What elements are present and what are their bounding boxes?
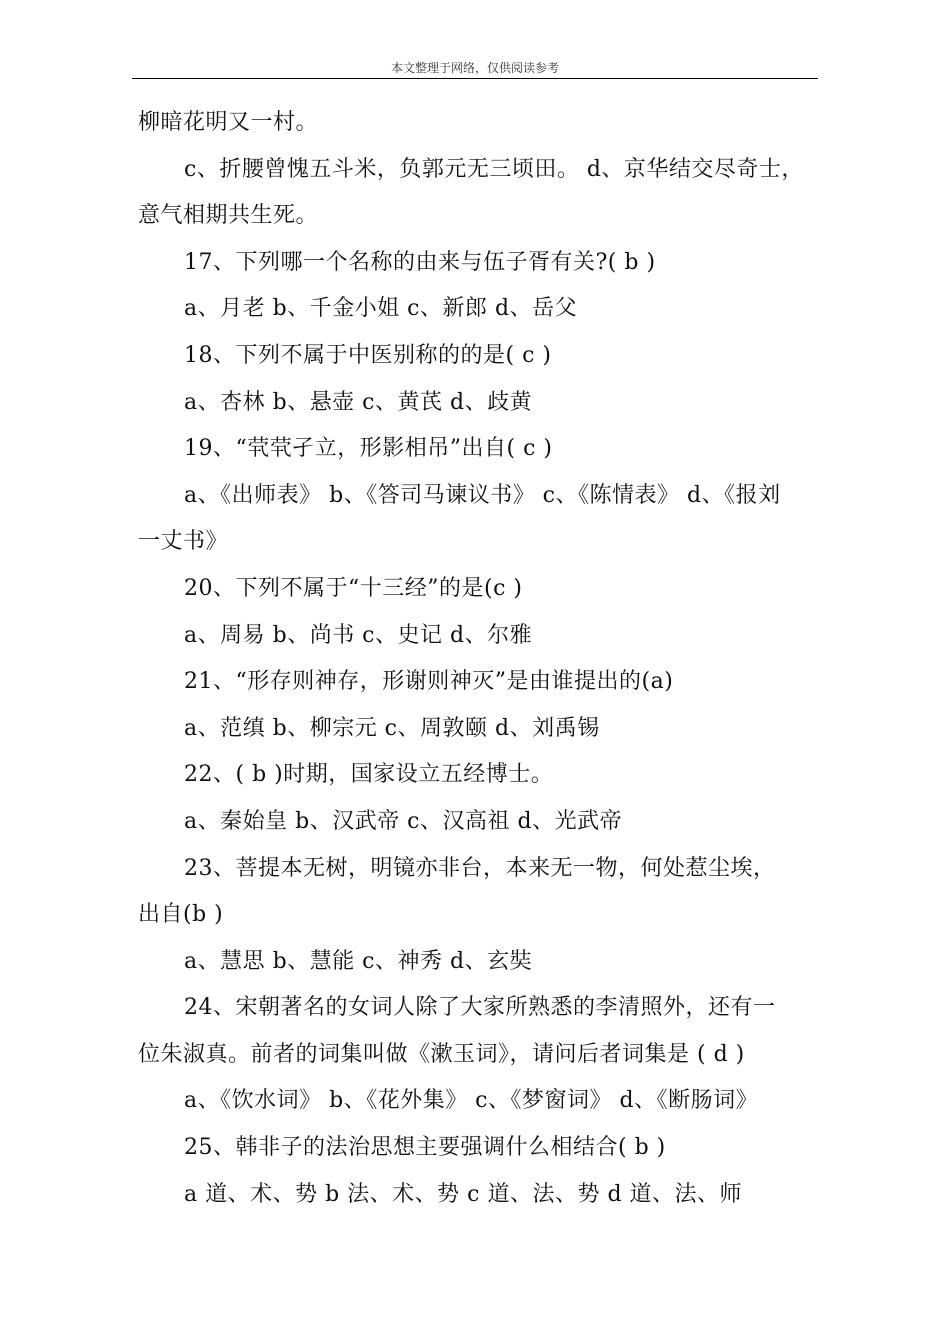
document-body [138,100,822,1218]
question-24: 24、宋朝著名的女词人除了大家所熟悉的李清照外，还有一 [184,995,776,1021]
options-25: a 道、术、势 b 法、术、势 c 道、法、势 d 道、法、师 [184,1181,743,1207]
text-line: c、折腰曾愧五斗米，负郭元无三顷田。 d、京华结交尽奇士， [184,156,804,182]
question-17: 17、下列哪一个名称的由来与伍子胥有关?( b ) [184,249,656,275]
question-20: 20、下列不属于“十三经”的是(c ) [184,575,523,601]
options-20: a、周易 b、尚书 c、史记 d、尔雅 [184,622,533,648]
page-header: 本文整理于网络，仅供阅读参考 [132,58,818,79]
options-19-continued: 一丈书》 [138,529,229,555]
options-23: a、慧思 b、慧能 c、神秀 d、玄奘 [184,948,533,974]
question-21: 21、“形存则神存，形谢则神灭”是由谁提出的(a) [184,669,674,695]
question-18: 18、下列不属于中医别称的的是( c ) [184,342,552,368]
options-19: a、《出师表》 b、《答司马谏议书》 c、《陈情表》 d、《报刘 [184,482,781,508]
text-line: 柳暗花明又一村。 [138,110,319,135]
question-19: 19、“茕茕孑立，形影相吊”出自( c ) [184,436,553,462]
question-24-continued: 位朱淑真。前者的词集叫做《漱玉词》，请问后者词集是 ( d ) [138,1041,745,1067]
question-23-continued: 出自(b ) [138,902,224,928]
options-18: a、杏林 b、悬壶 c、黄芪 d、歧黄 [184,389,533,415]
question-25: 25、韩非子的法治思想主要强调什么相结合( b ) [184,1135,666,1161]
options-24: a、《饮水词》 b、《花外集》 c、《梦窗词》 d、《断肠词》 [184,1088,759,1114]
options-22: a、秦始皇 b、汉武帝 c、汉高祖 d、光武帝 [184,808,623,834]
options-21: a、范缜 b、柳宗元 c、周敦颐 d、刘禹锡 [184,715,600,741]
options-17: a、月老 b、千金小姐 c、新郎 d、岳父 [184,296,578,322]
question-22: 22、( b )时期，国家设立五经博士。 [184,762,554,788]
question-23: 23、菩提本无树，明镜亦非台，本来无一物，何处惹尘埃， [184,855,776,881]
text-line: 意气相期共生死。 [138,203,319,229]
